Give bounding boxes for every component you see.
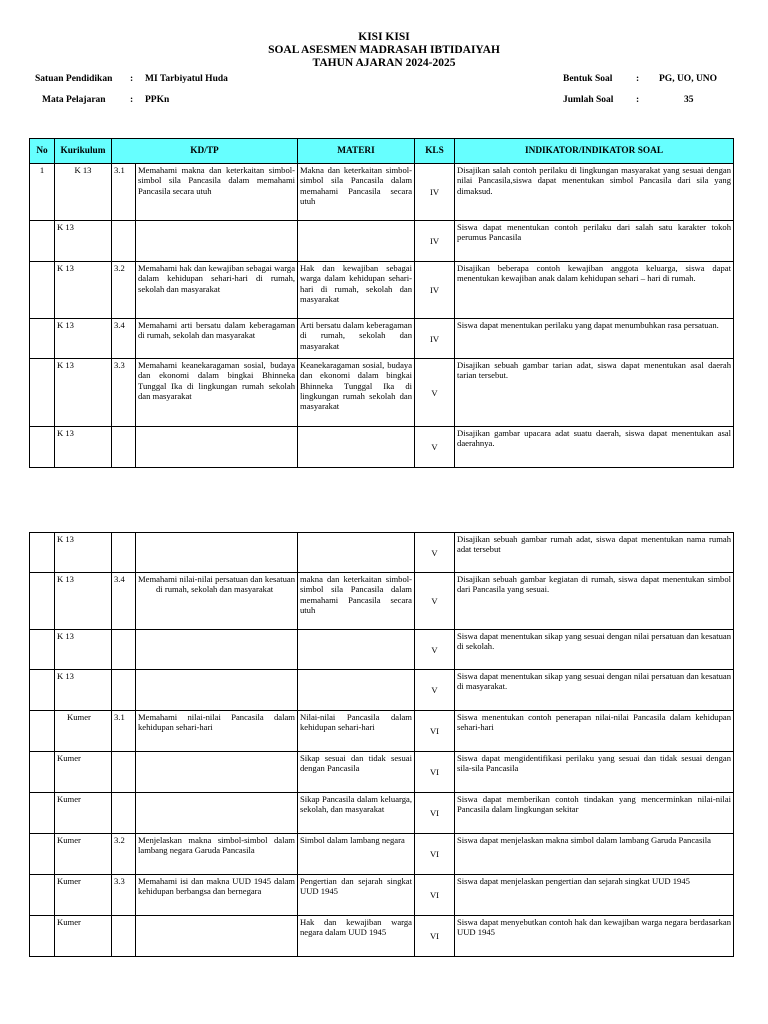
cell-kd-number: 3.3 [112,359,136,427]
cell-kd-tp: Memahami isi dan makna UUD 1945 dalam kehidupan berbangsa dan bernegara [136,875,298,916]
cell-kurikulum: K 13 [55,573,112,630]
cell-materi [298,533,415,573]
cell-kd-tp: Memahami nilai-nilai persatuan dan kesatuan di rumah, sekolah dan masyarakat [136,573,298,630]
cell-kd-number: 3.2 [112,834,136,875]
cell-kurikulum: Kumer [55,875,112,916]
cell-kd-number: 3.1 [112,711,136,752]
cell-no [30,875,55,916]
cell-kd-number [112,630,136,670]
cell-materi: Pengertian dan sejarah singkat UUD 1945 [298,875,415,916]
cell-indikator: Disajikan sebuah gambar rumah adat, siswa dapat menentukan nama rumah adat tersebut [455,533,734,573]
mapel-label: Mata Pelajaran [42,95,106,105]
cell-no [30,711,55,752]
cell-materi: Hak dan kewajiban warga negara dalam UUD 1945 [298,916,415,957]
table-body-page-2 [30,533,734,957]
cell-kurikulum: Kumer [55,793,112,834]
cell-kd-number [112,793,136,834]
cell-materi: Keanekaragaman sosial, budaya dan ekonomi dalam bingkai Bhinneka Tunggal Ika di lingkungan rumah sekolah dan masyarakat [298,359,415,427]
cell-kd-number: 3.1 [112,164,136,221]
cell-kurikulum: K 13 [55,670,112,711]
cell-indikator: Siswa dapat menentukan perilaku yang dapat menumbuhkan rasa persatuan. [455,319,734,359]
cell-materi: makna dan keterkaitan simbol-simbol sila Pancasila dalam memahami Pancasila secara utuh [298,573,415,630]
cell-kls: IV [415,221,455,262]
cell-kls: IV [415,319,455,359]
cell-kd-tp: Memahami arti bersatu dalam keberagaman di rumah, sekolah dan masyarakat [136,319,298,359]
cell-no [30,319,55,359]
cell-materi: Hak dan kewajiban sebagai warga dalam kehidupan sehari-hari di rumah, sekolah dan masyarakat [298,262,415,319]
cell-materi: Nilai-nilai Pancasila dalam kehidupan sehari-hari [298,711,415,752]
table-row [30,793,734,834]
cell-materi [298,427,415,468]
cell-kd-tp [136,670,298,711]
header-no: No [30,139,55,164]
cell-indikator: Siswa dapat memberikan contoh tindakan yang mencerminkan nilai-nilai Pancasila dalam lingkungan sekitar [455,793,734,834]
table-row [30,359,734,427]
cell-indikator: Siswa dapat menentukan sikap yang sesuai dengan nilai persatuan dan kesatuan di masyarakat. [455,670,734,711]
cell-kd-number [112,221,136,262]
cell-kurikulum: K 13 [55,359,112,427]
cell-kls: V [415,533,455,573]
cell-kurikulum: K 13 [55,262,112,319]
cell-indikator: Siswa dapat menjelaskan pengertian dan sejarah singkat UUD 1945 [455,875,734,916]
cell-kd-number: 3.4 [112,319,136,359]
cell-kls: IV [415,262,455,319]
cell-kls: V [415,573,455,630]
table-row [30,834,734,875]
doc-year: TAHUN AJARAN 2024-2025 [312,57,456,69]
table-row [30,630,734,670]
cell-no [30,630,55,670]
cell-kd-tp [136,221,298,262]
doc-subtitle: SOAL ASESMEN MADRASAH IBTIDAIYAH [268,44,500,56]
satuan-value: MI Tarbiyatul Huda [145,74,228,84]
cell-kd-tp: Memahami hak dan kewajiban sebagai warga dalam kehidupan sehari-hari di rumah, sekolah dan masyarakat [136,262,298,319]
cell-kls: VI [415,752,455,793]
cell-indikator: Disajikan salah contoh perilaku di lingkungan masyarakat yang sesuai dengan nilai Pancasila,siswa dapat menentukan simbol Pancasila dari sila yang dimaksud. [455,164,734,221]
table-row [30,875,734,916]
table-row [30,752,734,793]
kisi-table-page-1 [29,138,734,468]
cell-kurikulum: K 13 [55,533,112,573]
table-row [30,427,734,468]
cell-indikator: Disajikan sebuah gambar tarian adat, siswa dapat menentukan asal daerah tarian tersebut. [455,359,734,427]
cell-kls: V [415,630,455,670]
cell-kurikulum: Kumer [55,752,112,793]
cell-materi: Arti bersatu dalam keberagaman di rumah, sekolah dan masyarakat [298,319,415,359]
cell-indikator: Siswa dapat menentukan sikap yang sesuai dengan nilai persatuan dan kesatuan di sekolah. [455,630,734,670]
satuan-colon: : [130,74,134,84]
cell-kd-tp: Memahami keanekaragaman sosial, budaya dan ekonomi dalam bingkai Bhinneka Tunggal Ika di lingkungan rumah sekolah dan masyarakat [136,359,298,427]
cell-kurikulum: K 13 [55,427,112,468]
table-row [30,221,734,262]
cell-kd-number: 3.4 [112,573,136,630]
cell-kd-number [112,916,136,957]
cell-materi [298,630,415,670]
cell-kd-number [112,533,136,573]
cell-kd-tp: Memahami makna dan keterkaitan simbol-simbol sila Pancasila dalam memahami Pancasila secara utuh [136,164,298,221]
cell-kls: V [415,359,455,427]
cell-no: 1 [30,164,55,221]
cell-kls: VI [415,793,455,834]
cell-kurikulum: K 13 [55,630,112,670]
cell-kls: V [415,427,455,468]
header-kls: KLS [415,139,455,164]
header-kd-tp: KD/TP [112,139,298,164]
cell-indikator: Siswa dapat mengidentifikasi perilaku yang sesuai dan tidak sesuai dengan sila-sila Pancasila [455,752,734,793]
cell-no [30,670,55,711]
cell-kls: VI [415,875,455,916]
jumlah-soal-value: 35 [684,95,694,105]
cell-indikator: Siswa dapat menentukan contoh perilaku dari salah satu karakter tokoh perumus Pancasila [455,221,734,262]
cell-kls: VI [415,834,455,875]
table-body-page-1 [30,164,734,468]
cell-indikator: Disajikan beberapa contoh kewajiban anggota keluarga, siswa dapat menentukan kewajiban anak dalam kehidupan sehari – hari di rumah. [455,262,734,319]
table-row [30,670,734,711]
header-materi: MATERI [298,139,415,164]
cell-kd-tp: Memahami nilai-nilai Pancasila dalam kehidupan sehari-hari [136,711,298,752]
bentuk-soal-label: Bentuk Soal [563,74,613,84]
cell-indikator: Siswa dapat menjelaskan makna simbol dalam lambang Garuda Pancasila [455,834,734,875]
cell-kurikulum: Kumer [55,916,112,957]
cell-kd-tp [136,533,298,573]
satuan-label: Satuan Pendidikan [35,74,113,84]
cell-no [30,916,55,957]
doc-title: KISI KISI [358,31,410,43]
cell-kd-number [112,427,136,468]
cell-kurikulum: K 13 [55,221,112,262]
header-kurikulum: Kurikulum [55,139,112,164]
cell-indikator: Disajikan sebuah gambar kegiatan di rumah, siswa dapat menentukan simbol dari Pancasila yang sesuai. [455,573,734,630]
cell-no [30,533,55,573]
kisi-table-page-2 [29,532,734,957]
cell-kd-tp [136,793,298,834]
cell-kd-tp: Menjelaskan makna simbol-simbol dalam lambang negara Garuda Pancasila [136,834,298,875]
cell-materi: Simbol dalam lambang negara [298,834,415,875]
cell-kls: V [415,670,455,711]
cell-kls: VI [415,711,455,752]
cell-indikator: Siswa dapat menyebutkan contoh hak dan kewajiban warga negara berdasarkan UUD 1945 [455,916,734,957]
mapel-colon: : [130,95,134,105]
table-row [30,164,734,221]
cell-no [30,427,55,468]
cell-materi [298,670,415,711]
cell-no [30,834,55,875]
cell-kd-number [112,752,136,793]
table-row [30,319,734,359]
cell-kd-tp [136,752,298,793]
cell-kls: VI [415,916,455,957]
cell-no [30,752,55,793]
cell-kd-number [112,670,136,711]
cell-kls: IV [415,164,455,221]
cell-kurikulum: K 13 [55,319,112,359]
cell-no [30,221,55,262]
cell-materi: Sikap Pancasila dalam keluarga, sekolah, dan masyarakat [298,793,415,834]
cell-no [30,793,55,834]
cell-kurikulum: Kumer [55,834,112,875]
cell-kurikulum: Kumer [55,711,112,752]
cell-materi [298,221,415,262]
jumlah-soal-label: Jumlah Soal [563,95,614,105]
cell-kd-tp [136,916,298,957]
cell-kd-number: 3.2 [112,262,136,319]
cell-indikator: Siswa menentukan contoh penerapan nilai-nilai Pancasila dalam kehidupan sehari-hari [455,711,734,752]
header-indikator: INDIKATOR/INDIKATOR SOAL [455,139,734,164]
table-row [30,533,734,573]
cell-kd-tp [136,427,298,468]
table-header-row [30,139,734,164]
table-row [30,262,734,319]
cell-no [30,573,55,630]
cell-kd-number: 3.3 [112,875,136,916]
table-row [30,916,734,957]
cell-materi: Sikap sesuai dan tidak sesuai dengan Pancasila [298,752,415,793]
cell-no [30,359,55,427]
bentuk-soal-value: PG, UO, UNO [659,74,718,84]
table-row [30,711,734,752]
table-row [30,573,734,630]
cell-indikator: Disajikan gambar upacara adat suatu daerah, siswa dapat menentukan asal daerahnya. [455,427,734,468]
jumlah-soal-colon: : [636,95,640,105]
cell-kurikulum: K 13 [55,164,112,221]
cell-no [30,262,55,319]
mapel-value: PPKn [145,95,170,105]
bentuk-soal-colon: : [636,74,640,84]
cell-kd-tp [136,630,298,670]
cell-materi: Makna dan keterkaitan simbol-simbol sila Pancasila dalam memahami Pancasila secara utuh [298,164,415,221]
